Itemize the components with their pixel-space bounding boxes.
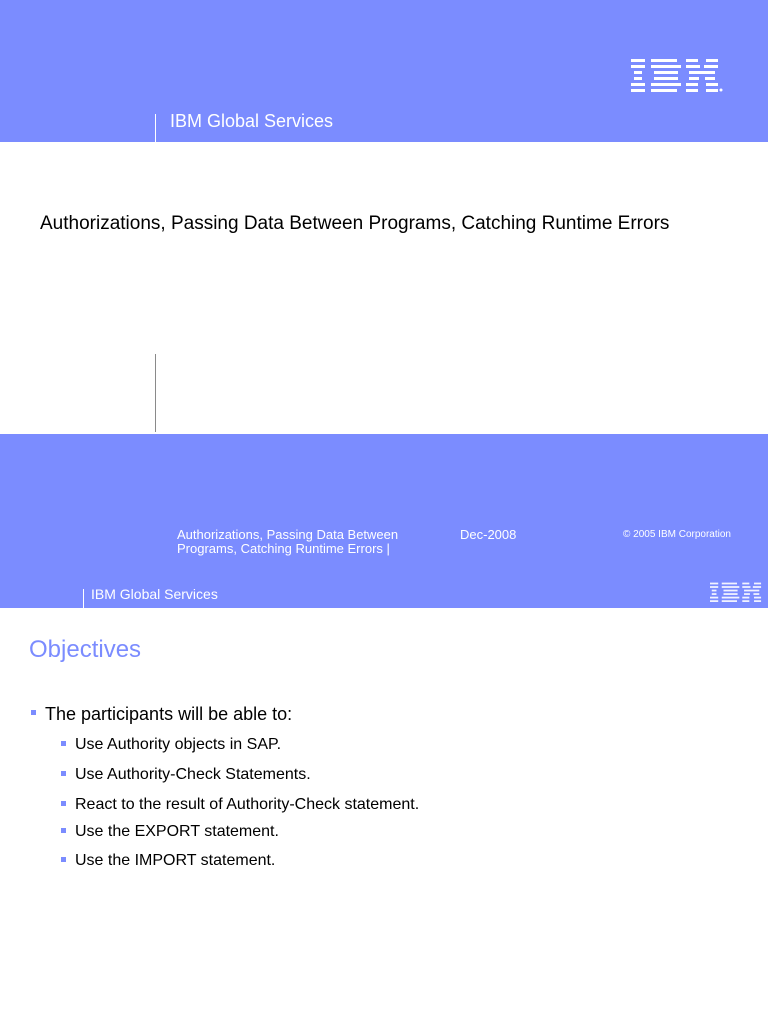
square-bullet-icon — [61, 857, 66, 862]
presentation-title: Authorizations, Passing Data Between Programs, Catching Runtime Errors — [40, 213, 670, 234]
objective-item — [61, 765, 311, 784]
square-bullet-icon — [61, 828, 66, 833]
objectives-heading: Objectives — [29, 636, 142, 663]
square-bullet-icon — [61, 771, 66, 776]
ibm-logo-small-icon — [710, 581, 764, 603]
header-divider — [155, 114, 156, 142]
square-bullet-icon — [61, 741, 66, 746]
square-bullet-icon — [61, 801, 66, 806]
objective-item — [61, 822, 279, 841]
objective-item — [61, 851, 275, 870]
objectives-intro — [31, 704, 292, 725]
objective-text: Use the EXPORT statement. — [75, 823, 279, 840]
objective-text: Use Authority-Check Statements. — [75, 766, 311, 783]
footer-date: Dec-2008 — [460, 527, 517, 542]
footer-brand-label: IBM Global Services — [91, 586, 218, 602]
square-bullet-icon — [31, 710, 36, 715]
footer-brand-divider — [83, 589, 84, 608]
ibm-logo-icon — [631, 57, 723, 93]
ibm-logo-small — [710, 581, 764, 608]
objective-text: Use the IMPORT statement. — [75, 852, 276, 869]
footer-copyright: © 2005 IBM Corporation — [623, 529, 731, 540]
title-area-divider — [155, 354, 156, 432]
objective-text: React to the result of Authority-Check statement. — [75, 796, 420, 813]
objective-text: Use Authority objects in SAP. — [75, 736, 282, 753]
objective-item — [61, 735, 281, 754]
intro-text: The participants will be able to: — [45, 704, 293, 724]
objective-item — [61, 795, 419, 814]
header-brand-label: IBM Global Services — [170, 111, 334, 131]
ibm-logo — [631, 57, 723, 98]
footer-title: Authorizations, Passing Data Between Programs, Catching Runtime Errors | — [177, 527, 399, 556]
footer-band — [0, 434, 768, 608]
